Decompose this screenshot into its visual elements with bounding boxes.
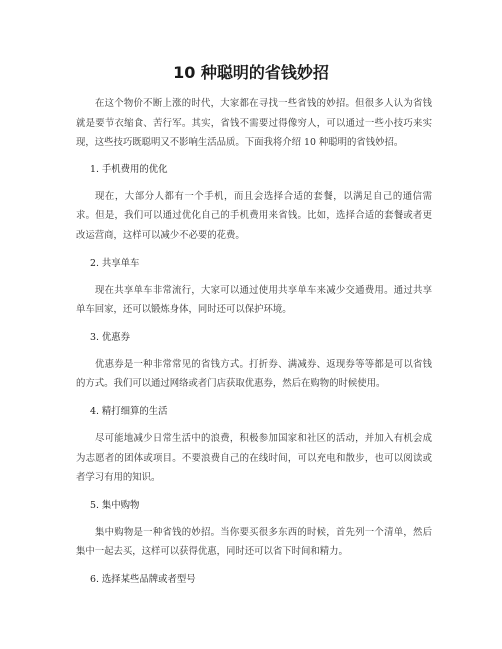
section-2 xyxy=(76,254,432,320)
section-heading: 5. 集中购物 xyxy=(90,499,140,511)
section-heading: 2. 共享单车 xyxy=(90,257,140,269)
section-6 xyxy=(76,570,432,589)
document-title: 10 种聪明的省钱妙招 xyxy=(173,63,329,82)
document-content xyxy=(76,94,432,597)
section-4 xyxy=(76,402,432,488)
section-body: 集中购物是一种省钱的妙招。当你要买很多东西的时候，首先列一个清单，然后集中一起去买，这样可以获得优惠，同时还可以省下时间和精力。 xyxy=(76,526,432,558)
section-5 xyxy=(76,496,432,562)
section-1 xyxy=(76,160,432,246)
section-body: 现在共享单车非常流行，大家可以通过使用共享单车来减少交通费用。通过共享单车回家，还可以锻炼身体，同时还可以保护环境。 xyxy=(76,284,432,316)
section-heading: 1. 手机费用的优化 xyxy=(90,163,168,175)
section-3 xyxy=(76,328,432,394)
section-body: 尽可能地减少日常生活中的浪费，积极参加国家和社区的活动，并加入有机会成为志愿者的团体或项目。不要浪费自己的在线时间，可以充电和散步，也可以阅读或者学习有用的知识。 xyxy=(76,432,432,484)
section-heading: 4. 精打细算的生活 xyxy=(90,405,168,417)
intro-paragraph: 在这个物价不断上涨的时代，大家都在寻找一些省钱的妙招。但很多人认为省钱就是要节衣缩食、苦行军。其实，省钱不需要过得像穷人，可以通过一些小技巧来实现，这些技巧既聪明又不影响生活品质。下面我将介绍 10 种聪明的省钱妙招。 xyxy=(76,98,432,149)
section-heading: 6. 选择某些品牌或者型号 xyxy=(90,573,196,585)
section-body: 优惠券是一种非常常见的省钱方式。打折券、满减券、返现券等等都是可以省钱的方式。我们可以通过网络或者门店获取优惠券，然后在购物的时候使用。 xyxy=(76,358,432,390)
section-heading: 3. 优惠券 xyxy=(90,331,131,343)
section-body: 现在，大部分人都有一个手机，而且会选择合适的套餐，以满足自己的通信需求。但是，我们可以通过优化自己的手机费用来省钱。比如，选择合适的套餐或者更改运营商，这样可以减少不必要的花费。 xyxy=(76,190,432,241)
